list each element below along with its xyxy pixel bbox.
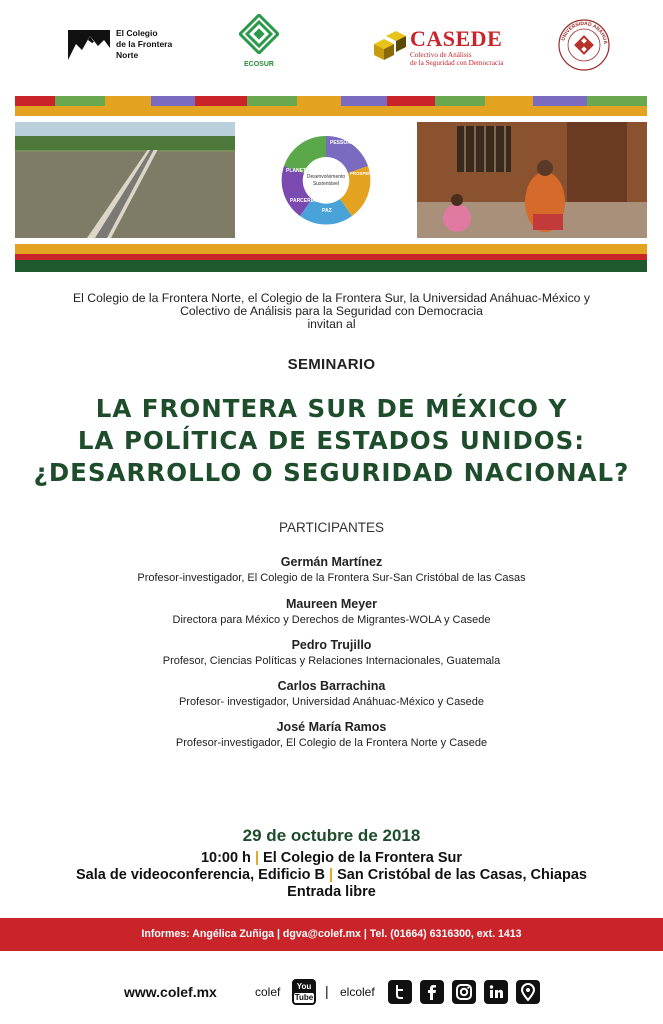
banner-stripe [55, 96, 105, 106]
participant-name: Carlos Barrachina [277, 679, 386, 693]
banner-stripe [587, 96, 647, 106]
youtube-icon[interactable] [292, 979, 316, 1005]
intro-text [0, 292, 663, 331]
colef-mountain-icon [68, 30, 110, 60]
participant-name: José María Ramos [276, 720, 387, 734]
separator: | [254, 850, 260, 866]
svg-text:PESSOAS: PESSOAS [330, 140, 355, 146]
intro-line-3: invitan al [307, 317, 356, 331]
intro-line-1: El Colegio de la Frontera Norte, el Colegio de la Frontera Sur, la Universidad Anáhuac-México y [73, 291, 590, 305]
participant [0, 597, 663, 626]
event-time-place [0, 850, 663, 866]
indigenous-women-photo [417, 122, 647, 238]
intro-line-2: Colectivo de Análisis para la Seguridad con Democracia [180, 304, 483, 318]
sdg-center-label: Desenvolvimento [306, 174, 346, 180]
participant-role: Directora para México y Derechos de Migrantes-WOLA y Casede [172, 614, 491, 626]
colef-logo-line-3: Norte [116, 50, 139, 60]
event-institution: El Colegio de la Frontera Sur [263, 850, 463, 866]
youtube-badge-bottom: Tube [294, 993, 314, 1002]
colef-logo [68, 28, 178, 64]
svg-text:PARCERIAS: PARCERIAS [290, 198, 320, 204]
youtube-username: colef [255, 985, 281, 999]
participant-role: Profesor-investigador, El Colegio de la Frontera Sur-San Cristóbal de las Casas [137, 572, 526, 584]
participant [0, 555, 663, 584]
banner-stripe [387, 96, 435, 106]
anahuac-seal-text: UNIVERSIDAD ANÁHUA [560, 20, 609, 45]
participant-role: Profesor-investigador, El Colegio de la Frontera Norte y Casede [175, 737, 488, 749]
colef-logo-line-2: de la Frontera [116, 39, 173, 49]
anahuac-seal-icon [557, 18, 611, 72]
youtube-badge-top: You [296, 982, 312, 991]
instagram-icon[interactable] [452, 980, 476, 1004]
participant-name: Pedro Trujillo [291, 638, 372, 652]
banner-stripe [151, 96, 195, 106]
website-link[interactable]: www.colef.mx [124, 984, 217, 1000]
event-room: Sala de videoconferencia, Edificio B [76, 867, 326, 883]
linkedin-icon[interactable] [484, 980, 508, 1004]
footer-separator: | [325, 983, 329, 999]
banner-stripe [435, 96, 485, 106]
banner-stripe [247, 96, 297, 106]
svg-text:Sustentável: Sustentável [312, 181, 340, 187]
banner-stripe [341, 96, 387, 106]
event-city: San Cristóbal de las Casas, Chiapas [337, 867, 587, 883]
separator: | [329, 867, 334, 883]
casede-logo-sub-1: Colectivo de Análisis [410, 51, 472, 59]
event-location [0, 867, 663, 883]
title-line-3: ¿DESARROLLO O SEGURIDAD NACIONAL? [33, 458, 630, 487]
title-line-2: LA POLÍTICA DE ESTADOS UNIDOS: [77, 426, 586, 455]
svg-text:PAZ: PAZ [322, 208, 332, 214]
participant-name: Germán Martínez [280, 555, 383, 569]
contact-info-bar: Informes: Angélica Zuñiga | dgva@colef.mx | Tel. (01664) 6316300, ext. 1413 [0, 918, 663, 951]
title-line-1: LA FRONTERA SUR DE MÉXICO Y [95, 394, 568, 423]
banner-stripe [485, 96, 533, 106]
participant-name: Maureen Meyer [285, 597, 377, 611]
event-type: SEMINARIO [287, 356, 376, 373]
casede-cubes-icon [370, 30, 408, 64]
sdg-diagram [235, 122, 417, 238]
facebook-icon[interactable] [420, 980, 444, 1004]
casede-logo-name: CASEDE [410, 26, 503, 51]
casede-logo-sub-2: de la Seguridad con Democracia [410, 59, 504, 67]
banner-stripe [297, 96, 341, 106]
participant-role: Profesor, Ciencias Políticas y Relaciones Internacionales, Guatemala [162, 655, 501, 667]
participant-role: Profesor- investigador, Universidad Anáhuac-México y Casede [178, 696, 485, 708]
twitter-icon[interactable] [388, 980, 412, 1004]
participant [0, 638, 663, 667]
event-time: 10:00 h [200, 850, 251, 866]
banner-orange-band [15, 106, 647, 116]
banner-stripe [15, 96, 55, 106]
participants-heading: PARTICIPANTES [278, 520, 385, 535]
banner-base-stripes [15, 238, 647, 272]
banner-stripe [105, 96, 151, 106]
svg-text:PLANETA: PLANETA [286, 168, 310, 174]
social-username: elcolef [340, 985, 375, 999]
migrant-caravan-bridge-photo [15, 122, 235, 238]
ecosur-logo [237, 14, 281, 74]
colef-logo-line-1: El Colegio [116, 28, 158, 38]
event-date: 29 de octubre de 2018 [242, 826, 421, 845]
ecosur-logo-text: ECOSUR [244, 61, 274, 68]
banner-stripe [533, 96, 587, 106]
participant [0, 720, 663, 749]
banner-stripe [195, 96, 247, 106]
ecosur-emblem-icon [239, 14, 279, 54]
casede-logo [370, 26, 530, 70]
participant [0, 679, 663, 708]
event-admission: Entrada libre [287, 884, 376, 900]
anahuac-logo [557, 18, 611, 72]
location-pin-icon[interactable] [516, 980, 540, 1004]
svg-text:PROSPERIDADE: PROSPERIDADE [350, 171, 386, 176]
seminar-title [0, 393, 663, 489]
banner [15, 96, 647, 272]
